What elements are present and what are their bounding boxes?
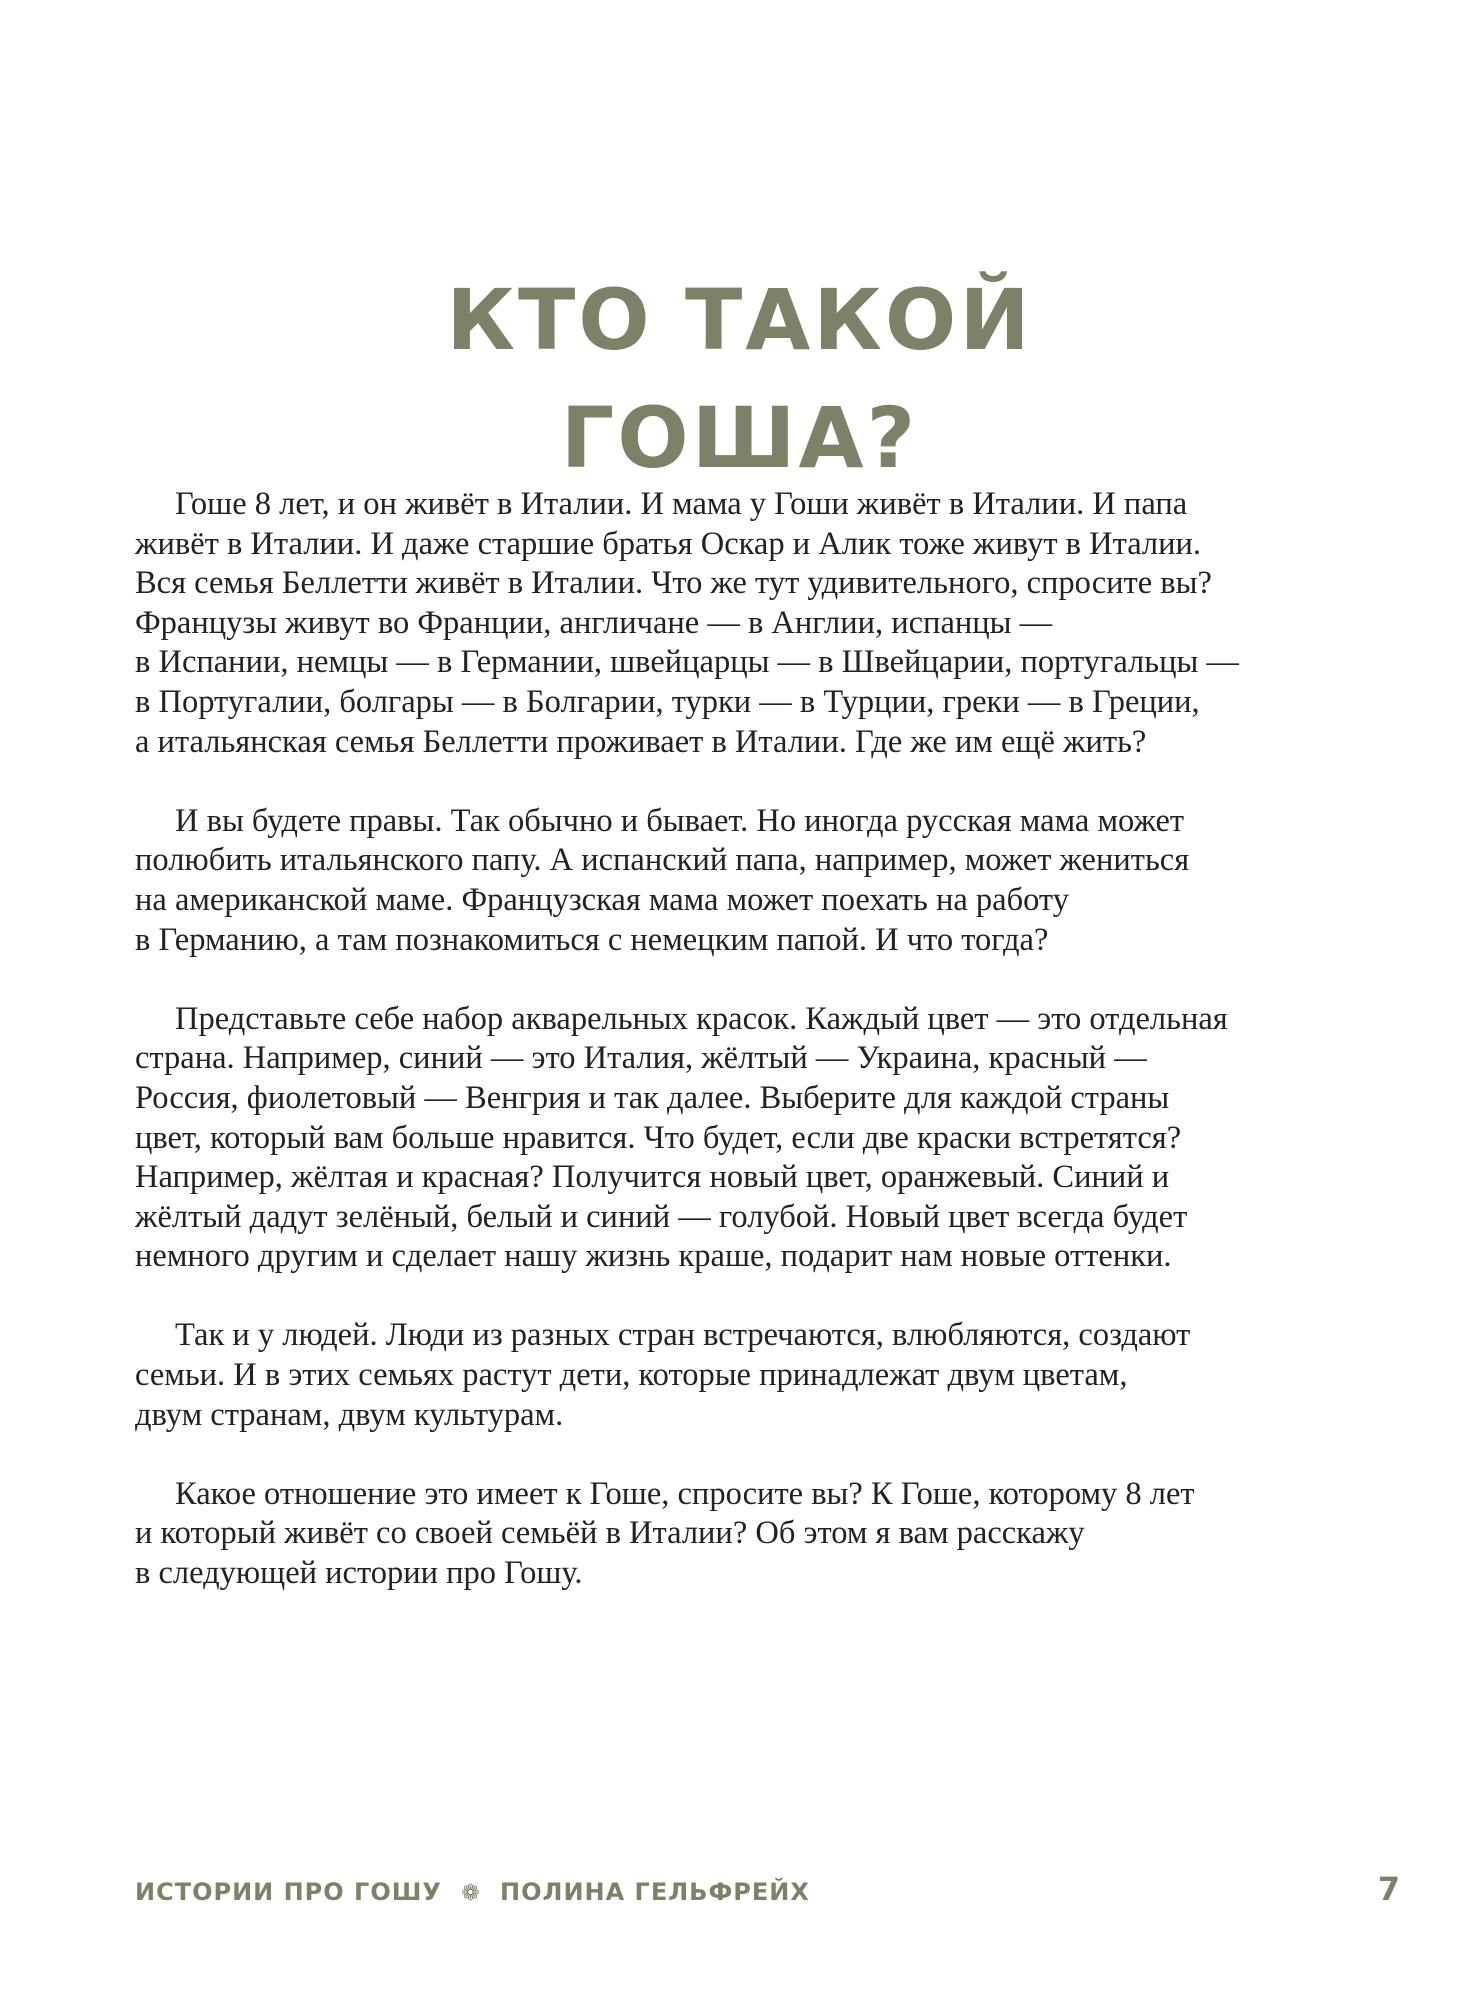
- text-line: семьи. И в этих семьях растут дети, которые принадлежат двум цветам,: [135, 1357, 1128, 1394]
- body-text: [135, 485, 1345, 1633]
- paragraph-1: [135, 485, 1345, 762]
- text-line: Представьте себе набор акварельных красок. Каждый цвет — это отдельная: [175, 1000, 1228, 1037]
- text-line: в Испании, немцы — в Германии, швейцарцы — в Швейцарии, португальцы —: [135, 644, 1239, 681]
- text-line: страна. Например, синий — это Италия, жёлтый — Украина, красный —: [135, 1040, 1147, 1077]
- paragraph-3: [135, 1000, 1345, 1277]
- text-line: Вся семья Беллетти живёт в Италии. Что же тут удивительного, спросите вы?: [135, 565, 1212, 602]
- text-line: цвет, который вам больше нравится. Что будет, если две краски встретятся?: [135, 1119, 1182, 1156]
- book-title: ИСТОРИИ ПРО ГОШУ: [135, 1878, 442, 1906]
- text-line: И вы будете правы. Так обычно и бывает. Но иногда русская мама может: [175, 802, 1185, 839]
- flower-icon: ❁: [461, 1881, 481, 1906]
- text-line: живёт в Италии. И даже старшие братья Оскар и Алик тоже живут в Италии.: [135, 525, 1202, 562]
- running-footer: [135, 1878, 810, 1906]
- text-line: Французы живут во Франции, англичане — в Англии, испанцы —: [135, 604, 1053, 641]
- paragraph-5: [135, 1475, 1345, 1594]
- page-number: 7: [1377, 1870, 1400, 1908]
- text-line: а итальянская семья Беллетти проживает в Италии. Где же им ещё жить?: [135, 723, 1147, 760]
- text-line: Так и у людей. Люди из разных стран встречаются, влюбляются, создают: [175, 1317, 1191, 1354]
- text-line: в Германию, а там познакомиться с немецким папой. И что тогда?: [135, 921, 1049, 958]
- text-line: Гоше 8 лет, и он живёт в Италии. И мама у Гоши живёт в Италии. И папа: [175, 486, 1188, 522]
- text-line: Например, жёлтая и красная? Получится новый цвет, оранжевый. Синий и: [135, 1159, 1170, 1196]
- chapter-title-line-1: КТО ТАКОЙ: [446, 271, 1033, 370]
- text-line: в следующей истории про Гошу.: [135, 1555, 583, 1592]
- text-line: Какое отношение это имеет к Гоше, спросите вы? К Гоше, которому 8 лет: [175, 1475, 1195, 1512]
- text-line: на американской маме. Французская мама может поехать на работу: [135, 881, 1069, 918]
- text-line: полюбить итальянского папу. А испанский папа, например, может жениться: [135, 842, 1190, 879]
- text-line: Россия, фиолетовый — Венгрия и так далее. Выберите для каждой страны: [135, 1079, 1170, 1116]
- text-line: и который живёт со своей семьёй в Италии? Об этом я вам расскажу: [135, 1515, 1085, 1552]
- chapter-title: [0, 261, 1479, 497]
- paragraph-4: [135, 1316, 1345, 1435]
- author-name: ПОЛИНА ГЕЛЬФРЕЙХ: [500, 1878, 810, 1906]
- text-line: в Португалии, болгары — в Болгарии, турки — в Турции, греки — в Греции,: [135, 683, 1200, 720]
- text-line: двум странам, двум культурам.: [135, 1396, 564, 1433]
- chapter-title-line-2: ГОША?: [560, 389, 919, 488]
- text-line: немного другим и сделает нашу жизнь краше, подарит нам новые оттенки.: [135, 1238, 1172, 1275]
- text-line: жёлтый дадут зелёный, белый и синий — голубой. Новый цвет всегда будет: [135, 1198, 1188, 1235]
- paragraph-2: [135, 802, 1345, 960]
